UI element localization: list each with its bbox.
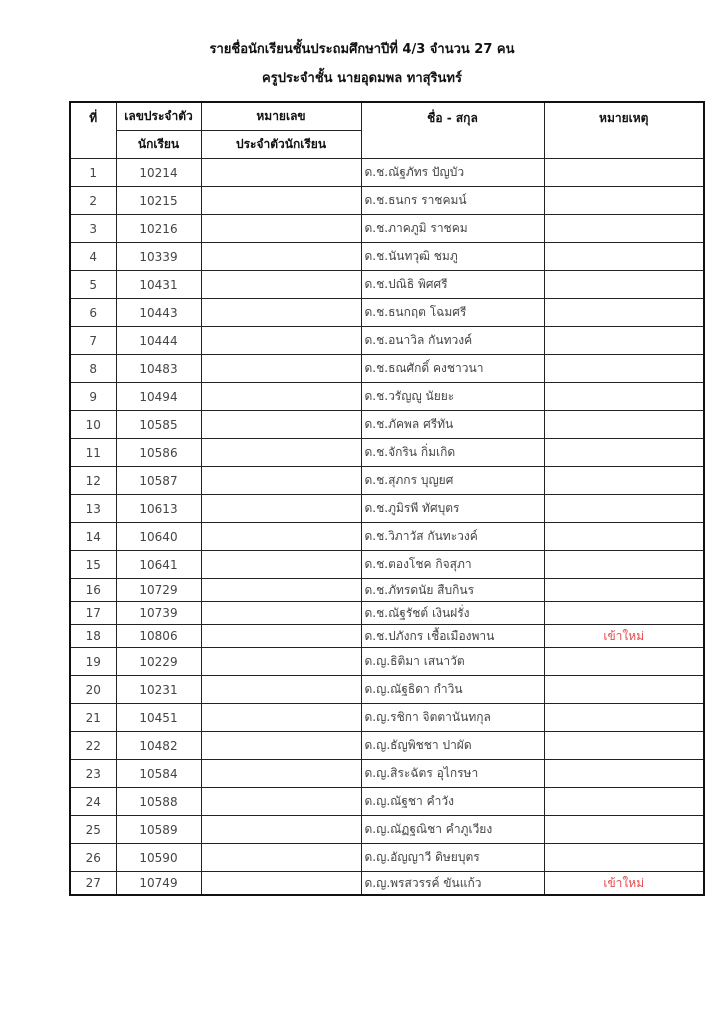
national-id (201, 187, 361, 215)
student-id: 10444 (116, 327, 201, 355)
row-number: 24 (70, 788, 116, 816)
row-number: 27 (70, 872, 116, 896)
note (544, 467, 704, 495)
student-name: ด.ช.ภาคภูมิ ราชคม (361, 215, 544, 243)
row-number: 10 (70, 411, 116, 439)
table-row (70, 187, 704, 215)
national-id (201, 648, 361, 676)
student-id: 10483 (116, 355, 201, 383)
student-name: ด.ช.วิภาวัส กันทะวงค์ (361, 523, 544, 551)
national-id (201, 355, 361, 383)
table-row (70, 625, 704, 648)
student-name: ด.ช.จักริน กิ่มเกิด (361, 439, 544, 467)
row-number: 16 (70, 579, 116, 602)
student-id: 10482 (116, 732, 201, 760)
note (544, 648, 704, 676)
column-header-no: ที่ (70, 102, 116, 159)
student-name: ด.ญ.สิระฉัตร อุไกรษา (361, 760, 544, 788)
national-id (201, 327, 361, 355)
national-id (201, 299, 361, 327)
note (544, 271, 704, 299)
national-id (201, 704, 361, 732)
student-name: ด.ญ.ณัฐธิดา กำวิน (361, 676, 544, 704)
student-name: ด.ช.ตองโชค กิจสุภา (361, 551, 544, 579)
student-id: 10494 (116, 383, 201, 411)
student-id: 10590 (116, 844, 201, 872)
table-row (70, 215, 704, 243)
note (544, 579, 704, 602)
table-row (70, 467, 704, 495)
national-id (201, 872, 361, 896)
row-number: 5 (70, 271, 116, 299)
table-row (70, 243, 704, 271)
table-row (70, 872, 704, 896)
row-number: 12 (70, 467, 116, 495)
student-name: ด.ญ.ธัญพิชชา ปาผัด (361, 732, 544, 760)
row-number: 25 (70, 816, 116, 844)
national-id (201, 439, 361, 467)
student-id: 10640 (116, 523, 201, 551)
student-name: ด.ญ.ณัฏฐณิชา คำภูเวียง (361, 816, 544, 844)
note (544, 788, 704, 816)
table-row (70, 732, 704, 760)
national-id (201, 411, 361, 439)
student-name: ด.ญ.อัญญาวี ดิษยบุตร (361, 844, 544, 872)
note (544, 760, 704, 788)
note: เข้าใหม่ (544, 625, 704, 648)
row-number: 17 (70, 602, 116, 625)
column-header-national-id-line2: ประจำตัวนักเรียน (201, 131, 361, 159)
student-id: 10613 (116, 495, 201, 523)
table-row (70, 676, 704, 704)
note: เข้าใหม่ (544, 872, 704, 896)
national-id (201, 271, 361, 299)
note (544, 355, 704, 383)
national-id (201, 467, 361, 495)
student-id: 10586 (116, 439, 201, 467)
student-id: 10585 (116, 411, 201, 439)
student-name: ด.ช.สุภกร บุญยศ (361, 467, 544, 495)
table-row (70, 602, 704, 625)
student-name: ด.ช.อนาวิล กันทวงค์ (361, 327, 544, 355)
student-id: 10641 (116, 551, 201, 579)
row-number: 21 (70, 704, 116, 732)
row-number: 3 (70, 215, 116, 243)
note (544, 732, 704, 760)
student-id: 10431 (116, 271, 201, 299)
row-number: 18 (70, 625, 116, 648)
student-name: ด.ช.ภัทรดนัย สืบกินร (361, 579, 544, 602)
table-row (70, 704, 704, 732)
note (544, 187, 704, 215)
table-row (70, 551, 704, 579)
note (544, 495, 704, 523)
table-row (70, 760, 704, 788)
row-number: 26 (70, 844, 116, 872)
table-row (70, 816, 704, 844)
national-id (201, 760, 361, 788)
note (544, 243, 704, 271)
student-id: 10215 (116, 187, 201, 215)
row-number: 14 (70, 523, 116, 551)
table-row (70, 355, 704, 383)
note (544, 215, 704, 243)
student-name: ด.ช.ณัฐรัชต์ เงินฝรั่ง (361, 602, 544, 625)
student-name: ด.ญ.รชิกา จิตตานันทกุล (361, 704, 544, 732)
row-number: 19 (70, 648, 116, 676)
student-name: ด.ช.ธนกร ราชคมน์ (361, 187, 544, 215)
table-row (70, 648, 704, 676)
national-id (201, 602, 361, 625)
row-number: 11 (70, 439, 116, 467)
student-name: ด.ช.ธนกฤต โฉมศรี (361, 299, 544, 327)
national-id (201, 243, 361, 271)
student-id: 10229 (116, 648, 201, 676)
table-row (70, 844, 704, 872)
row-number: 7 (70, 327, 116, 355)
row-number: 9 (70, 383, 116, 411)
row-number: 6 (70, 299, 116, 327)
note (544, 159, 704, 187)
student-name: ด.ญ.ณัฐชา คำวัง (361, 788, 544, 816)
student-id: 10231 (116, 676, 201, 704)
row-number: 22 (70, 732, 116, 760)
student-id: 10216 (116, 215, 201, 243)
national-id (201, 579, 361, 602)
national-id (201, 676, 361, 704)
student-id: 10749 (116, 872, 201, 896)
column-header-student-id-line2: นักเรียน (116, 131, 201, 159)
national-id (201, 844, 361, 872)
row-number: 20 (70, 676, 116, 704)
table-row (70, 271, 704, 299)
student-id: 10339 (116, 243, 201, 271)
table-row (70, 579, 704, 602)
table-row (70, 788, 704, 816)
student-name: ด.ช.ภูมิรพี ทัศบุตร (361, 495, 544, 523)
note (544, 816, 704, 844)
national-id (201, 732, 361, 760)
national-id (201, 495, 361, 523)
student-id: 10806 (116, 625, 201, 648)
national-id (201, 551, 361, 579)
student-id: 10588 (116, 788, 201, 816)
student-name: ด.ช.ณัฐภัทร ปัญบัว (361, 159, 544, 187)
note (544, 439, 704, 467)
table-row (70, 159, 704, 187)
table-body (70, 159, 704, 896)
student-id: 10739 (116, 602, 201, 625)
student-name: ด.ช.นันทวุฒิ ชมภู (361, 243, 544, 271)
page-title: รายชื่อนักเรียนชั้นประถมศึกษาปีที่ 4/3 จำนวน 27 คน (209, 42, 515, 57)
table-row (70, 327, 704, 355)
table-row (70, 439, 704, 467)
note (544, 676, 704, 704)
column-header-name: ชื่อ - สกุล (361, 102, 544, 159)
student-id: 10589 (116, 816, 201, 844)
note (544, 411, 704, 439)
student-name: ด.ช.ปณิธิ พิศศรี (361, 271, 544, 299)
student-id: 10451 (116, 704, 201, 732)
note (544, 551, 704, 579)
student-name: ด.ช.วรัญญู นัยยะ (361, 383, 544, 411)
row-number: 2 (70, 187, 116, 215)
note (544, 602, 704, 625)
student-name: ด.ญ.ธิติมา เสนาวัต (361, 648, 544, 676)
note (544, 383, 704, 411)
student-roster-table (69, 101, 705, 896)
student-id: 10214 (116, 159, 201, 187)
column-header-student-id-line1: เลขประจำตัว (116, 102, 201, 131)
national-id (201, 383, 361, 411)
page-subtitle: ครูประจำชั้น นายอุดมพล ทาสุรินทร์ (262, 71, 462, 86)
table-row (70, 383, 704, 411)
student-name: ด.ช.ปภังกร เชื้อเมืองพาน (361, 625, 544, 648)
student-name: ด.ญ.พรสวรรค์ ขันแก้ว (361, 872, 544, 896)
row-number: 4 (70, 243, 116, 271)
national-id (201, 523, 361, 551)
note (544, 704, 704, 732)
row-number: 15 (70, 551, 116, 579)
national-id (201, 625, 361, 648)
row-number: 8 (70, 355, 116, 383)
table-row (70, 411, 704, 439)
table-row (70, 523, 704, 551)
national-id (201, 159, 361, 187)
row-number: 13 (70, 495, 116, 523)
student-id: 10729 (116, 579, 201, 602)
column-header-note: หมายเหตุ (544, 102, 704, 159)
student-name: ด.ช.ธณศักดิ์ คงชาวนา (361, 355, 544, 383)
national-id (201, 816, 361, 844)
column-header-national-id-line1: หมายเลข (201, 102, 361, 131)
table-row (70, 299, 704, 327)
student-id: 10587 (116, 467, 201, 495)
table-header-row (70, 102, 704, 131)
row-number: 1 (70, 159, 116, 187)
national-id (201, 215, 361, 243)
row-number: 23 (70, 760, 116, 788)
note (544, 523, 704, 551)
note (544, 327, 704, 355)
note (544, 844, 704, 872)
student-name: ด.ช.ภัคพล ศรีทัน (361, 411, 544, 439)
table-row (70, 495, 704, 523)
national-id (201, 788, 361, 816)
student-id: 10584 (116, 760, 201, 788)
note (544, 299, 704, 327)
student-id: 10443 (116, 299, 201, 327)
